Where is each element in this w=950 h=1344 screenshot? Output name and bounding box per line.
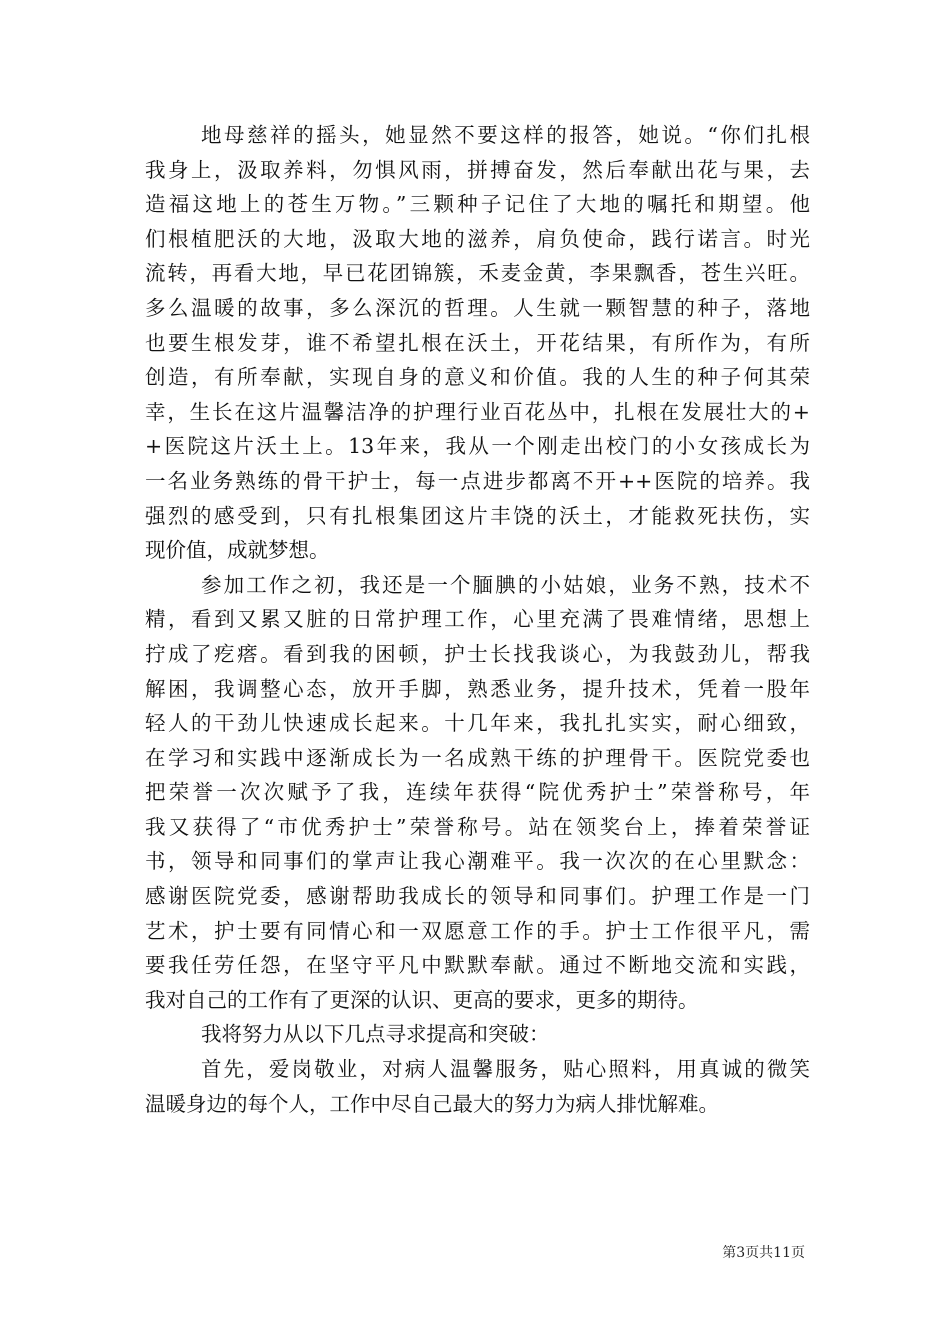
text-line: 强烈的感受到，只有扎根集团这片丰饶的沃土，才能救死扶伤，实 [145,503,810,528]
text-line: 流转，再看大地，早已花团锦簇，禾麦金黄，李果飘香，苍生兴旺。 [145,261,810,286]
text-line: 我身上，汲取养料，勿惧风雨，拼搏奋发，然后奉献出花与果，去 [145,157,810,182]
text-line: 艺术，护士要有同情心和一双愿意工作的手。护士工作很平凡，需 [145,918,810,943]
text-line: 精，看到又累又脏的日常护理工作，心里充满了畏难情绪，思想上 [145,607,810,632]
text-line: 感谢医院党委，感谢帮助我成长的领导和同事们。护理工作是一门 [145,884,810,909]
text-line: 多么温暖的故事，多么深沉的哲理。人生就一颗智慧的种子，落地 [145,295,810,320]
text-line: 在学习和实践中逐渐成长为一名成熟干练的护理骨干。医院党委也 [145,745,810,770]
body-text [145,118,810,1121]
page-number-footer: 第3页共11页 [722,1245,805,1261]
text-line: 幸，生长在这片温馨洁净的护理行业百花丛中，扎根在发展壮大的+ [145,399,810,424]
text-line: 参加工作之初，我还是一个腼腆的小姑娘，业务不熟，技术不 [201,572,810,597]
text-line: 温暖身边的每个人，工作中尽自己最大的努力为病人排忧解难。 [145,1091,719,1116]
text-line: 创造，有所奉献，实现自身的意义和价值。我的人生的种子何其荣 [145,365,810,390]
text-line: 造福这地上的苍生万物。”三颗种子记住了大地的嘱托和期望。他 [145,192,810,217]
text-line: 要我任劳任怨，在坚守平凡中默默奉献。通过不断地交流和实践， [145,953,810,978]
text-line: 拧成了疙瘩。看到我的困顿，护士长找我谈心，为我鼓劲儿，帮我 [145,641,810,666]
text-line: 们根植肥沃的大地，汲取大地的滋养，肩负使命，践行诺言。时光 [145,226,810,251]
text-line: 解困，我调整心态，放开手脚，熟悉业务，提升技术，凭着一股年 [145,676,810,701]
text-line: 一名业务熟练的骨干护士，每一点进步都离不开++医院的培养。我 [145,468,810,493]
text-line: 轻人的干劲儿快速成长起来。十几年来，我扎扎实实，耐心细致， [145,711,810,736]
text-line: 地母慈祥的摇头，她显然不要这样的报答，她说。“你们扎根 [201,123,810,147]
text-line: 把荣誉一次次赋予了我，连续年获得“院优秀护士”荣誉称号，年 [145,780,810,805]
text-line: 我又获得了“市优秀护士”荣誉称号。站在领奖台上，捧着荣誉证 [145,814,810,839]
text-line: 也要生根发芽，谁不希望扎根在沃土，开花结果，有所作为，有所 [145,330,810,355]
text-line: 首先，爱岗敬业，对病人温馨服务，贴心照料，用真诚的微笑 [201,1057,810,1082]
text-line: 我将努力从以下几点寻求提高和突破： [201,1022,550,1047]
text-line: 我对自己的工作有了更深的认识、更高的要求，更多的期待。 [145,987,699,1012]
text-line: +医院这片沃土上。13年来，我从一个刚走出校门的小女孩成长为 [145,434,810,459]
text-line: 现价值，成就梦想。 [145,538,330,563]
text-line: 书，领导和同事们的掌声让我心潮难平。我一次次的在心里默念： [145,849,810,874]
